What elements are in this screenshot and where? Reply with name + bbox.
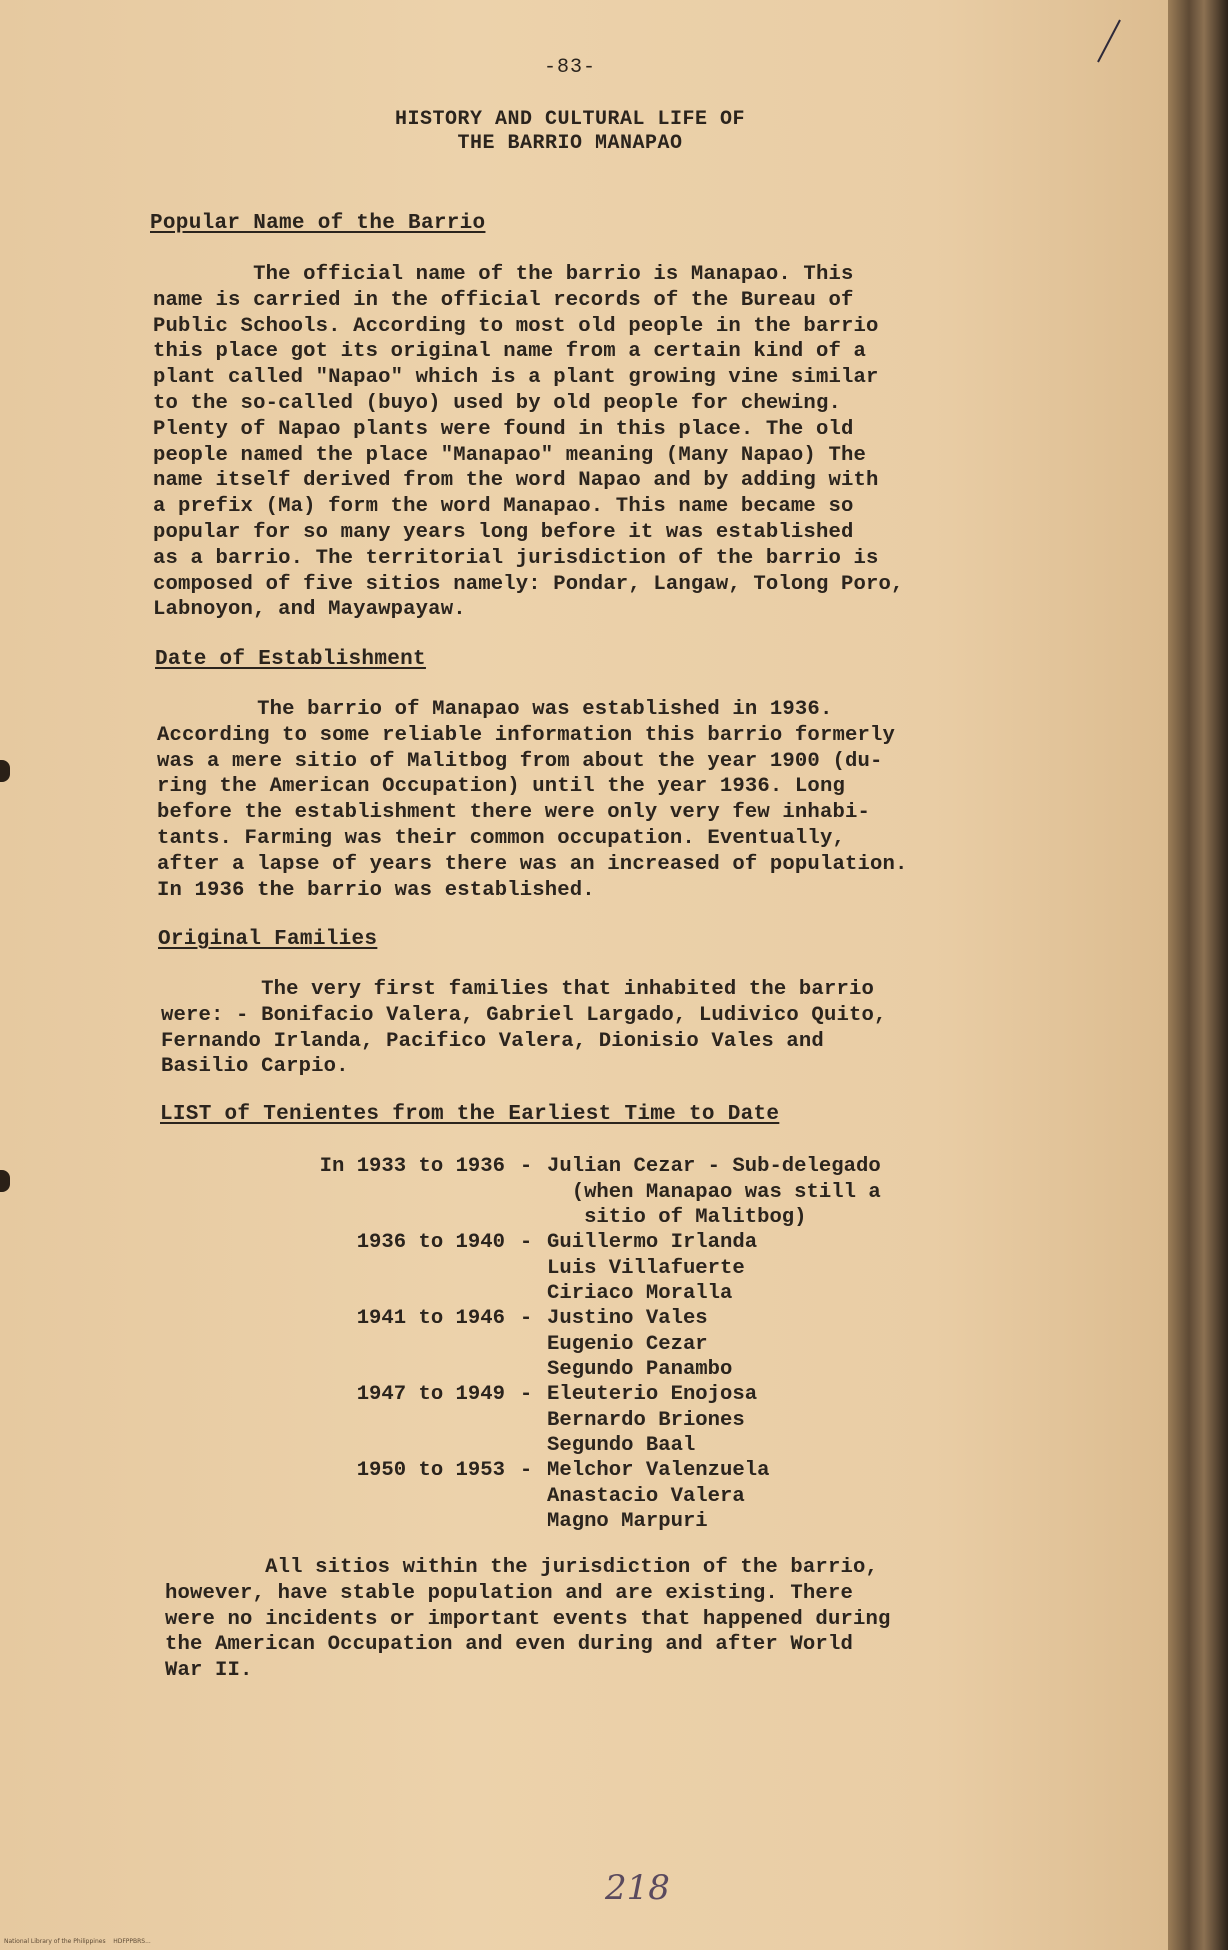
teniente-names: Guillermo Irlanda Luis Villafuerte Ciriaco Moralla	[547, 1231, 758, 1305]
teniente-row	[265, 1230, 881, 1306]
teniente-row	[265, 1306, 881, 1382]
paragraph-date-of-establishment: The barrio of Manapao was established in 1936. According to some reliable information this barrio formerly was a mere sitio of Malitbog from about the year 1900 (du- ring the American Occupation) until the year 1936. Long before the establishment there were only very few inhabi- tants. Farming was their common occupation. Eventually, after a lapse of years there was an increased of population. In 1936 the barrio was established.	[157, 698, 908, 902]
teniente-dash: -	[519, 1231, 533, 1254]
heading-original-families: Original Families	[158, 928, 378, 951]
handwritten-page-number: 218	[605, 1868, 670, 1908]
teniente-period: 1936 to 1940	[356, 1231, 505, 1254]
teniente-dash: -	[519, 1383, 533, 1406]
document-title	[0, 108, 1140, 156]
tenientes-list	[265, 1154, 881, 1534]
title-line-1: HISTORY AND CULTURAL LIFE OF	[394, 108, 746, 131]
paragraph-closing: All sitios within the jurisdiction of the barrio, however, have stable population and are existing. There were no incidents or important events that happened during the American Occupation and even during and after World War II.	[165, 1556, 891, 1683]
paragraph-original-families: The very first families that inhabited the barrio were: - Bonifacio Valera, Gabriel Largado, Ludivico Quito, Fernando Irlanda, Pacifico Valera, Dionisio Vales and Basilio Carpio.	[161, 978, 887, 1079]
teniente-row	[265, 1382, 881, 1458]
teniente-names: Eleuterio Enojosa Bernardo Briones Segundo Baal	[547, 1383, 758, 1457]
teniente-row	[265, 1458, 881, 1534]
heading-date-of-establishment: Date of Establishment	[155, 648, 426, 671]
teniente-names: Justino Vales Eugenio Cezar Segundo Panambo	[547, 1307, 733, 1381]
heading-popular-name: Popular Name of the Barrio	[150, 212, 486, 235]
teniente-names: Julian Cezar - Sub-delegado (when Manapao was still a sitio of Malitbog)	[547, 1155, 881, 1229]
teniente-period: 1950 to 1953	[356, 1459, 505, 1482]
teniente-period: In 1933 to 1936	[319, 1155, 505, 1178]
book-binding-edge	[1168, 0, 1228, 1950]
archive-footer: National Library of the Philippines HDFPPBRS...	[4, 1938, 151, 1945]
teniente-row	[265, 1154, 881, 1230]
paragraph-popular-name: The official name of the barrio is Manapao. This name is carried in the official records of the Bureau of Public Schools. According to most old people in the barrio this place got its original name from a certain kind of a plant called "Napao" which is a plant growing vine similar to the so-called (buyo) used by old people for chewing. Plenty of Napao plants were found in this place. The old people named the place "Manapao" meaning (Many Napao) The name itself derived from the word Napao and by adding with a prefix (Ma) form the word Manapao. This name became so popular for so many years long before it was established as a barrio. The territorial jurisdiction of the barrio is composed of five sitios namely: Pondar, Langaw, Tolong Poro, Labnoyon, and Mayawpayaw.	[153, 263, 904, 622]
teniente-dash: -	[519, 1155, 533, 1178]
teniente-period: 1941 to 1946	[356, 1307, 505, 1330]
page-number: -83-	[543, 56, 596, 79]
heading-tenientes: LIST of Tenientes from the Earliest Time to Date	[160, 1103, 780, 1126]
teniente-dash: -	[519, 1307, 533, 1330]
teniente-period: 1947 to 1949	[356, 1383, 505, 1406]
teniente-dash: -	[519, 1459, 533, 1482]
teniente-names: Melchor Valenzuela Anastacio Valera Magno Marpuri	[547, 1459, 770, 1533]
title-line-2: THE BARRIO MANAPAO	[457, 132, 683, 155]
